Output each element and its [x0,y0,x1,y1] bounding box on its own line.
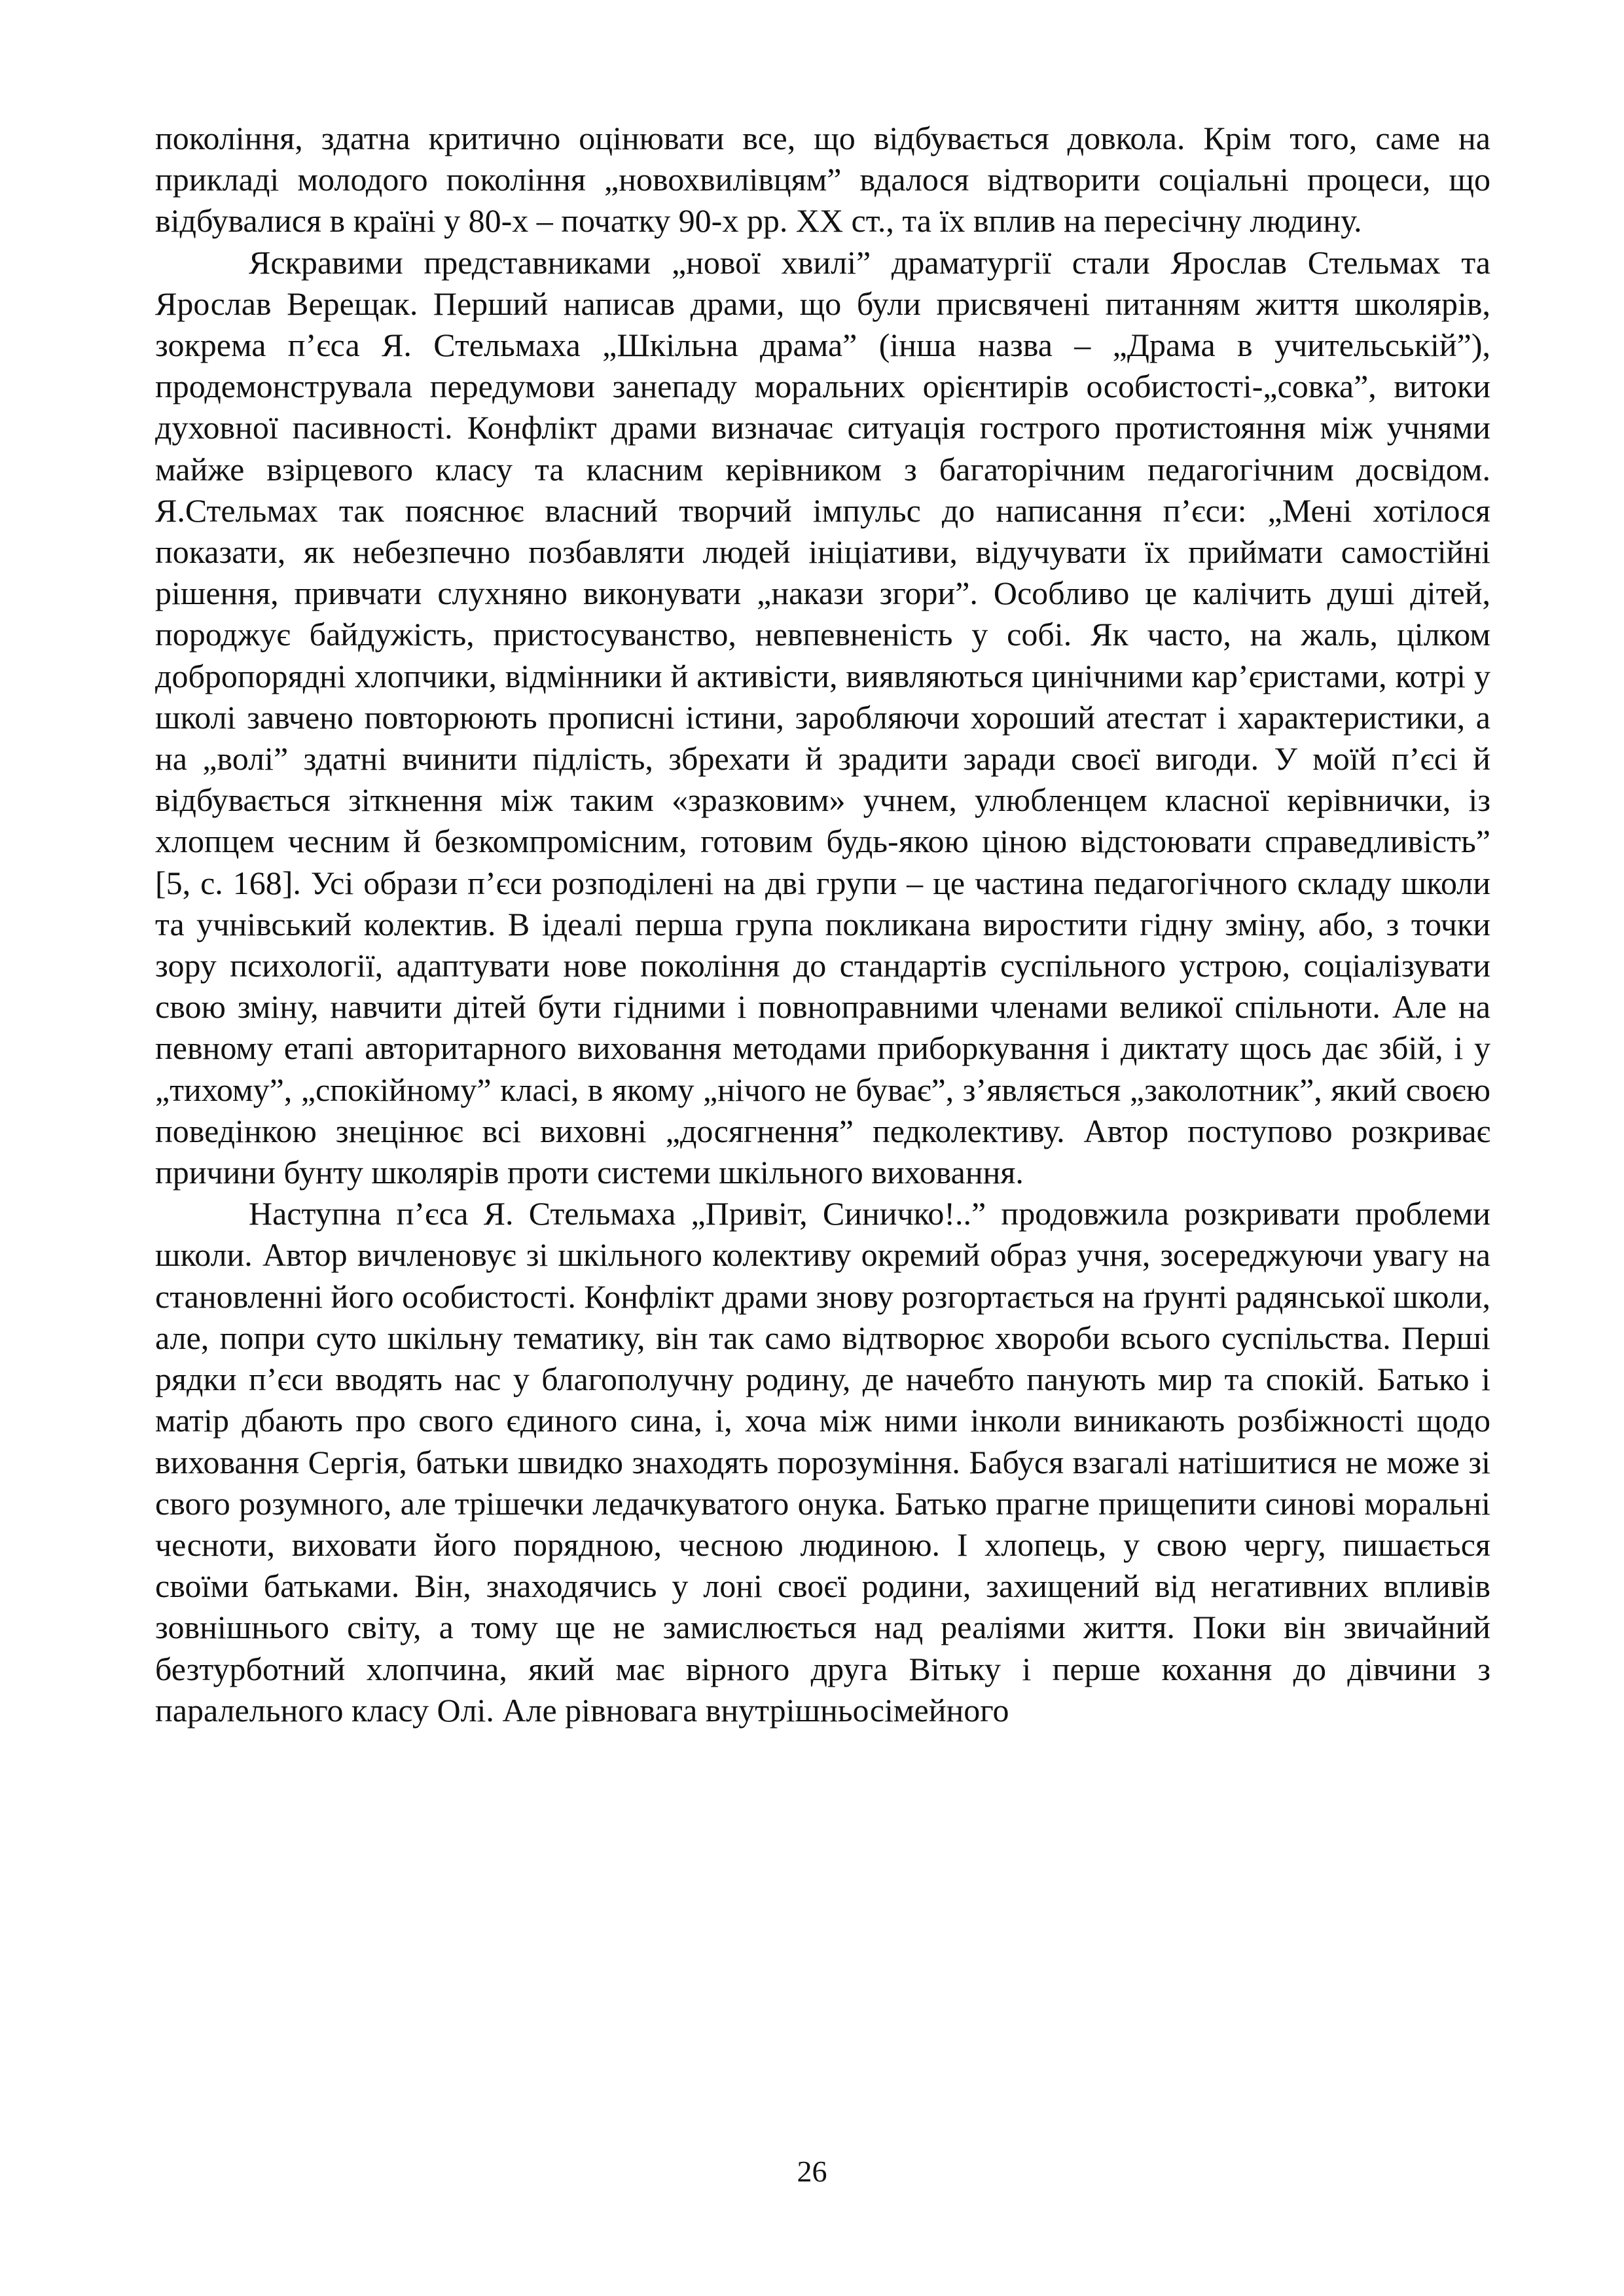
paragraph-continuation: покоління, здатна критично оцінювати все, що відбувається довкола. Крім того, саме на прикладі молодого покоління „новохвилівцям” вдалося відтворити соціальні процеси, що відбувалися в країні у 80-х – початку 90-х рр. XX ст., та їх вплив на пересічну людину. [155,120,1490,240]
paragraph-pryvit-synychko: Наступна п’єса Я. Стельмаха „Привіт, Синичко!..” продовжила розкривати проблеми школи. Автор вичленовує зі шкільного колективу окремий образ учня, зосереджуючи увагу на становленні його особистості. Конфлікт драми знову розгортається на ґрунті радянської школи, але, попри суто шкільну тематику, він так само відтворює хвороби всього суспільства. Перші рядки п’єси вводять нас у благополучну родину, де начебто панують мир та спокій. Батько і матір дбають про свого єдиного сина, і, хоча між ними інколи виникають розбіжності щодо виховання Сергія, батьки швидко знаходять порозуміння. Бабуся взагалі натішитися не може зі свого розумного, але трішечки ледачкуватого онука. Батько прагне прищепити синові моральні чесноти, виховати його порядною, чесною людиною. І хлопець, у свою чергу, пишається своїми батьками. Він, знаходячись у лоні своєї родини, захищений від негативних впливів зовнішнього світу, а тому ще не замислюється над реаліями життя. Поки він звичайний безтурботний хлопчина, який має вірного друга Вітьку і перше кохання до дівчини з паралельного класу Олі. Але рівновага внутрішньосімейного [155,1195,1490,1729]
page-number: 26 [797,2155,827,2188]
paragraph-new-wave-playwrights: Яскравими представниками „нової хвилі” драматургії стали Ярослав Стельмах та Ярослав Верещак. Перший написав драми, що були присвячені питанням життя школярів, зокрема п’єса Я. Стельмаха „Шкільна драма” (інша назва – „Драма в учительській”), продемонструвала передумови занепаду моральних орієнтирів особистості-„совка”, витоки духовної пасивності. Конфлікт драми визначає ситуація гострого протистояння між учнями майже взірцевого класу та класним керівником з багаторічним педагогічним досвідом. Я.Стельмах так пояснює власний творчий імпульс до написання п’єси: „Мені хотілося показати, як небезпечно позбавляти людей ініціативи, відучувати їх приймати самостійні рішення, привчати слухняно виконувати „накази згори”. Особливо це калічить душі дітей, породжує байдужість, пристосуванство, невпевненість у собі. Як часто, на жаль, цілком добропорядні хлопчики, відмінники й активісти, виявляються цинічними кар’єристами, котрі у школі завчено повторюють прописні істини, заробляючи хороший атестат і характеристики, а на „волі” здатні вчинити підлість, збрехати й зрадити заради своєї вигоди. У моїй п’єсі й відбувається зіткнення між таким «зразковим» учнем, улюбленцем класної керівнички, із хлопцем чесним й безкомпромісним, готовим будь-якою ціною відстоювати справедливість” [5, с. 168]. Усі образи п’єси розподілені на дві групи – це частина педагогічного складу школи та учнівський колектив. В ідеалі перша група покликана виростити гідну зміну, або, з точки зору психології, адаптувати нове покоління до стандартів суспільного устрою, соціалізувати свою зміну, навчити дітей бути гідними і повноправними членами великої спільноти. Але на певному етапі авторитарного виховання методами приборкування і диктату щось дає збій, і у „тихому”, „спокійному” класі, в якому „нічого не буває”, з’являється „заколотник”, який своєю поведінкою знецінює всі виховні „досягнення” педколективу. Автор поступово розкриває причини бунту школярів проти системи шкільного виховання. [155,243,1490,1191]
document-body [155,118,1490,1731]
